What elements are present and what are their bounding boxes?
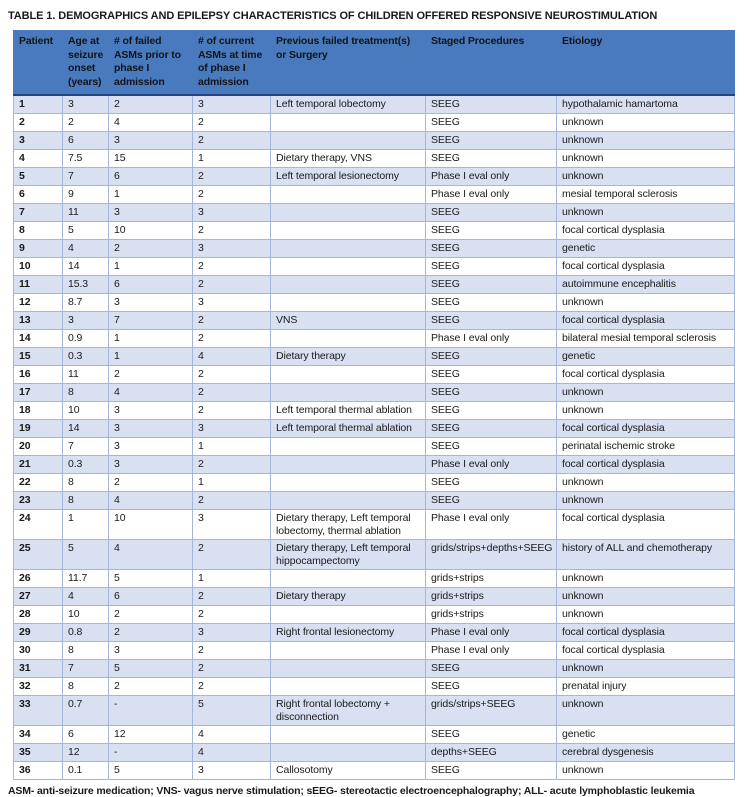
cell-current-asms: 1 [193,474,271,492]
cell-age: 8.7 [63,294,109,312]
cell-previous-treatments: Dietary therapy, VNS [271,150,426,168]
table-row [14,402,735,420]
column-header-patient: Patient [14,31,63,96]
cell-staged-procedures: Phase I eval only [426,642,557,660]
cell-staged-procedures: SEEG [426,384,557,402]
cell-current-asms: 2 [193,642,271,660]
cell-patient: 5 [14,168,63,186]
cell-failed-asms: 15 [109,150,193,168]
table-row [14,510,735,540]
cell-previous-treatments [271,456,426,474]
cell-patient: 21 [14,456,63,474]
cell-patient: 29 [14,624,63,642]
table-row [14,114,735,132]
cell-previous-treatments: Dietary therapy, Left temporal lobectomy, thermal ablation [271,510,426,540]
cell-etiology: genetic [557,348,735,366]
cell-previous-treatments [271,240,426,258]
column-header-staged-procedures: Staged Procedures [426,31,557,96]
cell-previous-treatments [271,744,426,762]
cell-etiology: focal cortical dysplasia [557,222,735,240]
cell-failed-asms: 6 [109,276,193,294]
cell-failed-asms: 2 [109,95,193,114]
cell-failed-asms: 10 [109,510,193,540]
cell-patient: 33 [14,696,63,726]
cell-previous-treatments [271,294,426,312]
cell-etiology: unknown [557,168,735,186]
table-row [14,420,735,438]
cell-staged-procedures: SEEG [426,366,557,384]
cell-failed-asms: 3 [109,456,193,474]
table-row [14,660,735,678]
cell-previous-treatments [271,114,426,132]
cell-current-asms: 3 [193,240,271,258]
cell-age: 0.3 [63,348,109,366]
cell-etiology: focal cortical dysplasia [557,366,735,384]
cell-patient: 18 [14,402,63,420]
cell-staged-procedures: SEEG [426,258,557,276]
cell-etiology: unknown [557,384,735,402]
cell-etiology: focal cortical dysplasia [557,312,735,330]
cell-failed-asms: 6 [109,168,193,186]
table-title: TABLE 1. DEMOGRAPHICS AND EPILEPSY CHARACTERISTICS OF CHILDREN OFFERED RESPONSIVE NEUROSTIMULATION [8,10,658,22]
table-row [14,588,735,606]
cell-age: 7 [63,438,109,456]
cell-current-asms: 2 [193,456,271,474]
cell-staged-procedures: Phase I eval only [426,510,557,540]
column-header-previous-treatments: Previous failed treatment(s) or Surgery [271,31,426,96]
cell-patient: 14 [14,330,63,348]
cell-etiology: unknown [557,474,735,492]
table-row [14,726,735,744]
cell-failed-asms: 3 [109,132,193,150]
cell-previous-treatments: Left temporal lesionectomy [271,168,426,186]
cell-current-asms: 4 [193,348,271,366]
cell-age: 6 [63,132,109,150]
cell-failed-asms: 4 [109,384,193,402]
cell-previous-treatments [271,492,426,510]
cell-current-asms: 3 [193,95,271,114]
table-row [14,168,735,186]
cell-staged-procedures: SEEG [426,95,557,114]
cell-age: 7 [63,168,109,186]
cell-staged-procedures: SEEG [426,150,557,168]
table-row [14,276,735,294]
cell-current-asms: 2 [193,660,271,678]
table-row [14,150,735,168]
cell-previous-treatments [271,660,426,678]
cell-previous-treatments [271,474,426,492]
cell-current-asms: 3 [193,510,271,540]
cell-staged-procedures: SEEG [426,678,557,696]
cell-staged-procedures: SEEG [426,240,557,258]
cell-age: 8 [63,474,109,492]
cell-etiology: focal cortical dysplasia [557,420,735,438]
cell-age: 10 [63,606,109,624]
cell-staged-procedures: SEEG [426,474,557,492]
cell-patient: 26 [14,570,63,588]
cell-patient: 2 [14,114,63,132]
cell-age: 9 [63,186,109,204]
cell-staged-procedures: SEEG [426,420,557,438]
column-header-age: Age at seizure onset (years) [63,31,109,96]
cell-etiology: history of ALL and chemotherapy [557,540,735,570]
cell-age: 12 [63,744,109,762]
cell-patient: 12 [14,294,63,312]
cell-current-asms: 1 [193,570,271,588]
table-row [14,366,735,384]
demographics-table [13,30,735,780]
cell-previous-treatments [271,570,426,588]
cell-staged-procedures: SEEG [426,402,557,420]
cell-age: 3 [63,95,109,114]
cell-age: 14 [63,420,109,438]
cell-etiology: unknown [557,402,735,420]
table-row [14,678,735,696]
cell-patient: 32 [14,678,63,696]
cell-current-asms: 3 [193,762,271,780]
table-row [14,624,735,642]
cell-staged-procedures: grids+strips [426,570,557,588]
cell-etiology: unknown [557,696,735,726]
cell-patient: 16 [14,366,63,384]
cell-previous-treatments [271,438,426,456]
cell-staged-procedures: SEEG [426,276,557,294]
cell-staged-procedures: Phase I eval only [426,456,557,474]
cell-age: 14 [63,258,109,276]
cell-failed-asms: 2 [109,366,193,384]
column-header-current-asms: # of current ASMs at time of phase I admission [193,31,271,96]
cell-patient: 35 [14,744,63,762]
cell-etiology: bilateral mesial temporal sclerosis [557,330,735,348]
cell-failed-asms: 4 [109,540,193,570]
cell-previous-treatments: Callosotomy [271,762,426,780]
cell-age: 5 [63,222,109,240]
cell-current-asms: 2 [193,540,271,570]
cell-failed-asms: 6 [109,588,193,606]
cell-patient: 7 [14,204,63,222]
cell-etiology: unknown [557,606,735,624]
cell-staged-procedures: Phase I eval only [426,186,557,204]
table-row [14,540,735,570]
cell-patient: 13 [14,312,63,330]
cell-age: 11.7 [63,570,109,588]
cell-etiology: unknown [557,132,735,150]
cell-age: 0.7 [63,696,109,726]
cell-previous-treatments: Dietary therapy, Left temporal hippocampectomy [271,540,426,570]
table-row [14,294,735,312]
cell-etiology: unknown [557,762,735,780]
cell-failed-asms: 2 [109,240,193,258]
cell-age: 4 [63,588,109,606]
cell-failed-asms: 10 [109,222,193,240]
cell-patient: 27 [14,588,63,606]
cell-etiology: autoimmune encephalitis [557,276,735,294]
cell-staged-procedures: SEEG [426,726,557,744]
cell-previous-treatments [271,222,426,240]
cell-current-asms: 1 [193,438,271,456]
cell-patient: 23 [14,492,63,510]
cell-failed-asms: 3 [109,402,193,420]
cell-age: 2 [63,114,109,132]
table-row [14,204,735,222]
column-header-failed-asms: # of failed ASMs prior to phase I admission [109,31,193,96]
cell-previous-treatments [271,186,426,204]
cell-patient: 1 [14,95,63,114]
table-row [14,438,735,456]
table-row [14,696,735,726]
cell-failed-asms: 1 [109,186,193,204]
cell-staged-procedures: grids/strips+SEEG [426,696,557,726]
cell-previous-treatments: Dietary therapy [271,588,426,606]
cell-patient: 3 [14,132,63,150]
table-row [14,132,735,150]
cell-previous-treatments: Right frontal lesionectomy [271,624,426,642]
cell-previous-treatments: Left temporal thermal ablation [271,420,426,438]
cell-failed-asms: 3 [109,438,193,456]
cell-staged-procedures: Phase I eval only [426,330,557,348]
cell-age: 11 [63,366,109,384]
cell-staged-procedures: SEEG [426,312,557,330]
cell-failed-asms: 4 [109,114,193,132]
cell-current-asms: 1 [193,150,271,168]
table-row [14,95,735,114]
cell-staged-procedures: SEEG [426,762,557,780]
cell-etiology: unknown [557,150,735,168]
cell-etiology: hypothalamic hamartoma [557,95,735,114]
cell-previous-treatments [271,384,426,402]
cell-current-asms: 3 [193,204,271,222]
cell-current-asms: 2 [193,222,271,240]
table-row [14,570,735,588]
cell-previous-treatments [271,366,426,384]
cell-age: 3 [63,312,109,330]
cell-failed-asms: 3 [109,204,193,222]
cell-previous-treatments: Left temporal lobectomy [271,95,426,114]
cell-staged-procedures: SEEG [426,492,557,510]
cell-current-asms: 2 [193,366,271,384]
cell-patient: 28 [14,606,63,624]
cell-failed-asms: 2 [109,474,193,492]
cell-staged-procedures: SEEG [426,114,557,132]
cell-age: 8 [63,642,109,660]
cell-age: 8 [63,678,109,696]
table-row [14,258,735,276]
cell-current-asms: 5 [193,696,271,726]
table-row [14,348,735,366]
cell-patient: 17 [14,384,63,402]
table-row [14,384,735,402]
cell-current-asms: 2 [193,132,271,150]
cell-patient: 22 [14,474,63,492]
cell-staged-procedures: grids/strips+depths+SEEG [426,540,557,570]
cell-age: 0.8 [63,624,109,642]
cell-patient: 19 [14,420,63,438]
cell-current-asms: 2 [193,402,271,420]
cell-staged-procedures: Phase I eval only [426,168,557,186]
cell-previous-treatments: Left temporal thermal ablation [271,402,426,420]
cell-etiology: focal cortical dysplasia [557,456,735,474]
table-row [14,474,735,492]
cell-etiology: genetic [557,726,735,744]
cell-etiology: focal cortical dysplasia [557,624,735,642]
cell-etiology: unknown [557,492,735,510]
cell-etiology: mesial temporal sclerosis [557,186,735,204]
cell-previous-treatments [271,642,426,660]
cell-patient: 31 [14,660,63,678]
cell-current-asms: 2 [193,312,271,330]
cell-current-asms: 2 [193,258,271,276]
cell-staged-procedures: grids+strips [426,588,557,606]
cell-staged-procedures: SEEG [426,132,557,150]
cell-previous-treatments [271,678,426,696]
cell-failed-asms: 5 [109,762,193,780]
cell-previous-treatments: Dietary therapy [271,348,426,366]
cell-failed-asms: - [109,696,193,726]
cell-etiology: genetic [557,240,735,258]
table-row [14,762,735,780]
cell-etiology: unknown [557,588,735,606]
cell-etiology: focal cortical dysplasia [557,258,735,276]
cell-current-asms: 2 [193,606,271,624]
cell-previous-treatments [271,276,426,294]
cell-etiology: unknown [557,570,735,588]
cell-age: 6 [63,726,109,744]
cell-failed-asms: 3 [109,294,193,312]
cell-failed-asms: 5 [109,570,193,588]
cell-age: 0.3 [63,456,109,474]
table-row [14,492,735,510]
cell-patient: 15 [14,348,63,366]
cell-etiology: focal cortical dysplasia [557,510,735,540]
table-header-row [14,31,735,96]
cell-patient: 4 [14,150,63,168]
cell-previous-treatments: VNS [271,312,426,330]
cell-previous-treatments [271,726,426,744]
table-row [14,606,735,624]
cell-previous-treatments: Right frontal lobectomy + disconnection [271,696,426,726]
cell-age: 8 [63,384,109,402]
table-row [14,456,735,474]
table-row [14,312,735,330]
cell-current-asms: 2 [193,168,271,186]
cell-failed-asms: 1 [109,330,193,348]
cell-age: 0.9 [63,330,109,348]
cell-patient: 11 [14,276,63,294]
table-row [14,186,735,204]
cell-etiology: prenatal injury [557,678,735,696]
cell-previous-treatments [271,204,426,222]
cell-current-asms: 3 [193,624,271,642]
cell-failed-asms: - [109,744,193,762]
cell-failed-asms: 2 [109,624,193,642]
cell-patient: 8 [14,222,63,240]
cell-failed-asms: 3 [109,420,193,438]
cell-patient: 9 [14,240,63,258]
cell-current-asms: 2 [193,588,271,606]
cell-staged-procedures: SEEG [426,438,557,456]
cell-current-asms: 2 [193,186,271,204]
cell-previous-treatments [271,330,426,348]
cell-etiology: unknown [557,204,735,222]
cell-etiology: unknown [557,114,735,132]
cell-etiology: focal cortical dysplasia [557,642,735,660]
cell-patient: 25 [14,540,63,570]
cell-failed-asms: 1 [109,348,193,366]
cell-staged-procedures: SEEG [426,348,557,366]
cell-staged-procedures: SEEG [426,222,557,240]
cell-age: 5 [63,540,109,570]
cell-failed-asms: 5 [109,660,193,678]
cell-failed-asms: 2 [109,606,193,624]
cell-etiology: cerebral dysgenesis [557,744,735,762]
cell-current-asms: 2 [193,276,271,294]
cell-staged-procedures: SEEG [426,294,557,312]
table-row [14,222,735,240]
cell-failed-asms: 3 [109,642,193,660]
cell-staged-procedures: SEEG [426,204,557,222]
cell-current-asms: 3 [193,420,271,438]
cell-age: 4 [63,240,109,258]
cell-staged-procedures: SEEG [426,660,557,678]
cell-patient: 20 [14,438,63,456]
cell-patient: 34 [14,726,63,744]
table-row [14,642,735,660]
cell-age: 11 [63,204,109,222]
cell-current-asms: 2 [193,330,271,348]
cell-failed-asms: 4 [109,492,193,510]
cell-patient: 6 [14,186,63,204]
cell-age: 10 [63,402,109,420]
table-row [14,744,735,762]
cell-staged-procedures: grids+strips [426,606,557,624]
cell-age: 0.1 [63,762,109,780]
cell-current-asms: 2 [193,678,271,696]
cell-age: 15.3 [63,276,109,294]
cell-failed-asms: 7 [109,312,193,330]
cell-previous-treatments [271,258,426,276]
cell-patient: 36 [14,762,63,780]
cell-age: 7.5 [63,150,109,168]
cell-staged-procedures: Phase I eval only [426,624,557,642]
cell-staged-procedures: depths+SEEG [426,744,557,762]
cell-current-asms: 2 [193,384,271,402]
cell-age: 7 [63,660,109,678]
cell-age: 8 [63,492,109,510]
table-row [14,330,735,348]
cell-patient: 30 [14,642,63,660]
cell-current-asms: 2 [193,114,271,132]
cell-previous-treatments [271,132,426,150]
cell-current-asms: 4 [193,726,271,744]
table-footnote: ASM- anti-seizure medication; VNS- vagus nerve stimulation; sEEG- stereotactic electroencephalography; ALL- acute lymphoblastic leukemia [8,785,695,797]
cell-current-asms: 4 [193,744,271,762]
cell-failed-asms: 1 [109,258,193,276]
cell-age: 1 [63,510,109,540]
cell-failed-asms: 12 [109,726,193,744]
cell-patient: 24 [14,510,63,540]
cell-previous-treatments [271,606,426,624]
cell-current-asms: 3 [193,294,271,312]
cell-patient: 10 [14,258,63,276]
cell-etiology: perinatal ischemic stroke [557,438,735,456]
cell-etiology: unknown [557,660,735,678]
cell-current-asms: 2 [193,492,271,510]
cell-failed-asms: 2 [109,678,193,696]
cell-etiology: unknown [557,294,735,312]
table-row [14,240,735,258]
column-header-etiology: Etiology [557,31,735,96]
